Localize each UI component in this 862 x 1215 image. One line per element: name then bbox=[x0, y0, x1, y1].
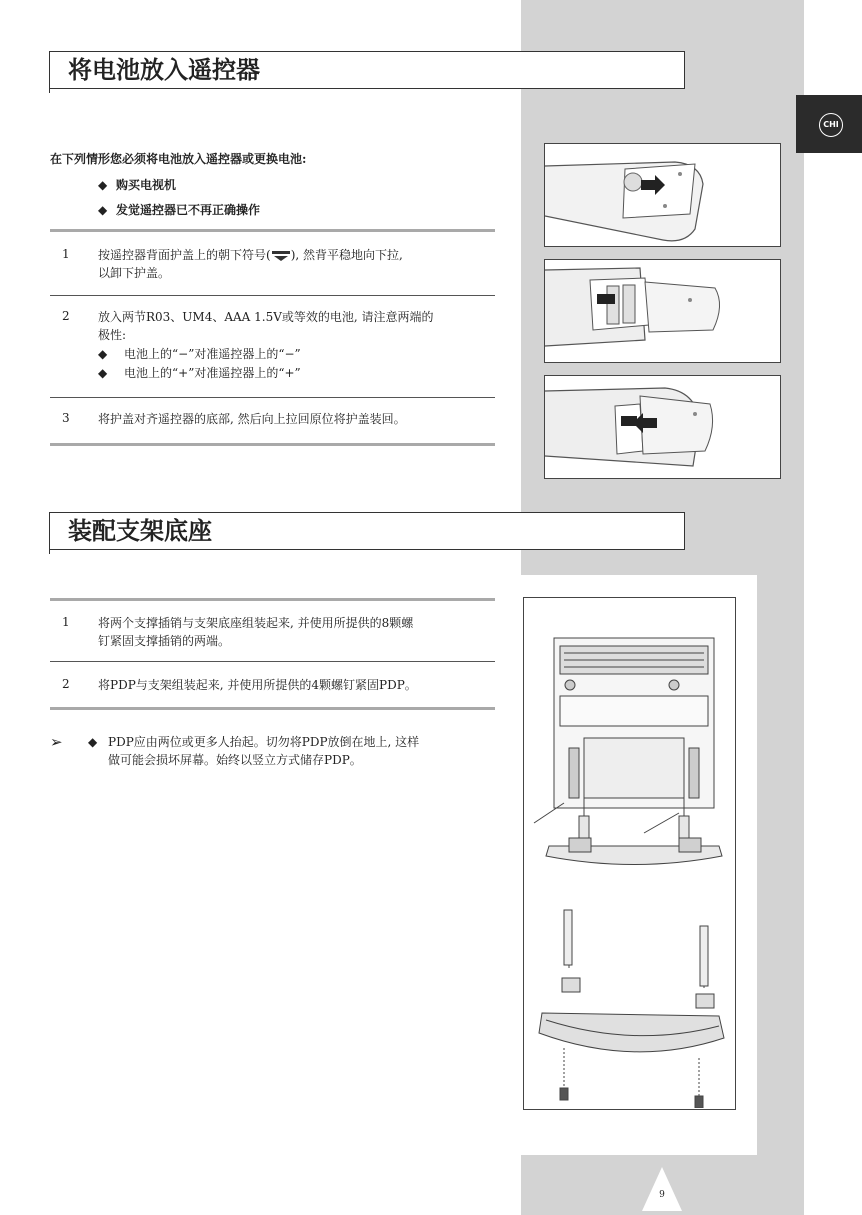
pdp-stand-illustration bbox=[524, 598, 734, 1108]
diamond-bullet-icon: ◆ bbox=[98, 178, 108, 192]
remote-battery-illustration bbox=[545, 260, 780, 362]
figure-insert-batteries bbox=[544, 259, 781, 363]
divider bbox=[50, 229, 495, 232]
step-text: 将PDP与支架组装起来, 并使用所提供的4颗螺钉紧固PDP。 bbox=[98, 678, 417, 692]
diamond-bullet-icon: ◆ bbox=[98, 347, 108, 361]
figure-stand-assembly bbox=[523, 597, 736, 1110]
language-badge: CHI bbox=[819, 113, 843, 137]
divider bbox=[50, 295, 495, 296]
step-number: 1 bbox=[62, 247, 70, 261]
remote-cover-replace-illustration bbox=[545, 376, 780, 478]
intro-text: 在下列情形您必须将电池放入遥控器或更换电池: bbox=[50, 152, 307, 166]
figure-remote-cover-removal bbox=[544, 143, 781, 247]
step-text: 放入两节R03、UM4、AAA 1.5V或等效的电池, 请注意两端的 极性: bbox=[98, 310, 434, 342]
divider bbox=[50, 443, 495, 446]
bullet-item: ◆ 购买电视机 bbox=[98, 178, 177, 192]
step-text: 将护盖对齐遥控器的底部, 然后向上拉回原位将护盖装回。 bbox=[98, 412, 406, 426]
remote-illustration bbox=[545, 144, 780, 246]
page-number: 9 bbox=[659, 1190, 665, 1200]
step-text: 将两个支撑插销与支架底座组装起来, 并使用所提供的8颗螺 钉紧固支撑插销的两端。 bbox=[98, 616, 414, 648]
bullet-item: ◆ 发觉遥控器已不再正确操作 bbox=[98, 203, 261, 217]
diamond-bullet-icon: ◆ bbox=[98, 366, 108, 380]
figure-replace-cover bbox=[544, 375, 781, 479]
divider bbox=[50, 707, 495, 710]
polarity-item: ◆ 电池上的“+”对准遥控器上的“+” bbox=[98, 366, 301, 380]
divider bbox=[50, 397, 495, 398]
step-text: 按遥控器背面护盖上的朝下符号( ), 然背平稳地向下拉, 以卸下护盖。 bbox=[98, 248, 403, 280]
diamond-bullet-icon: ◆ bbox=[88, 735, 98, 749]
section-title-batteries: 将电池放入遥控器 bbox=[49, 51, 685, 89]
diamond-bullet-icon: ◆ bbox=[98, 203, 108, 217]
section-title-stand: 装配支架底座 bbox=[49, 512, 685, 550]
polarity-item: ◆ 电池上的“−”对准遥控器上的“−” bbox=[98, 347, 301, 361]
down-arrow-icon bbox=[271, 250, 291, 262]
step-number: 2 bbox=[62, 309, 70, 323]
step-number: 3 bbox=[62, 411, 70, 425]
page-number-triangle-icon bbox=[640, 1165, 684, 1213]
step-number: 1 bbox=[62, 615, 70, 629]
divider bbox=[50, 598, 495, 601]
divider bbox=[50, 661, 495, 662]
step-number: 2 bbox=[62, 677, 70, 691]
note-arrow-icon: ➢ bbox=[50, 733, 63, 751]
